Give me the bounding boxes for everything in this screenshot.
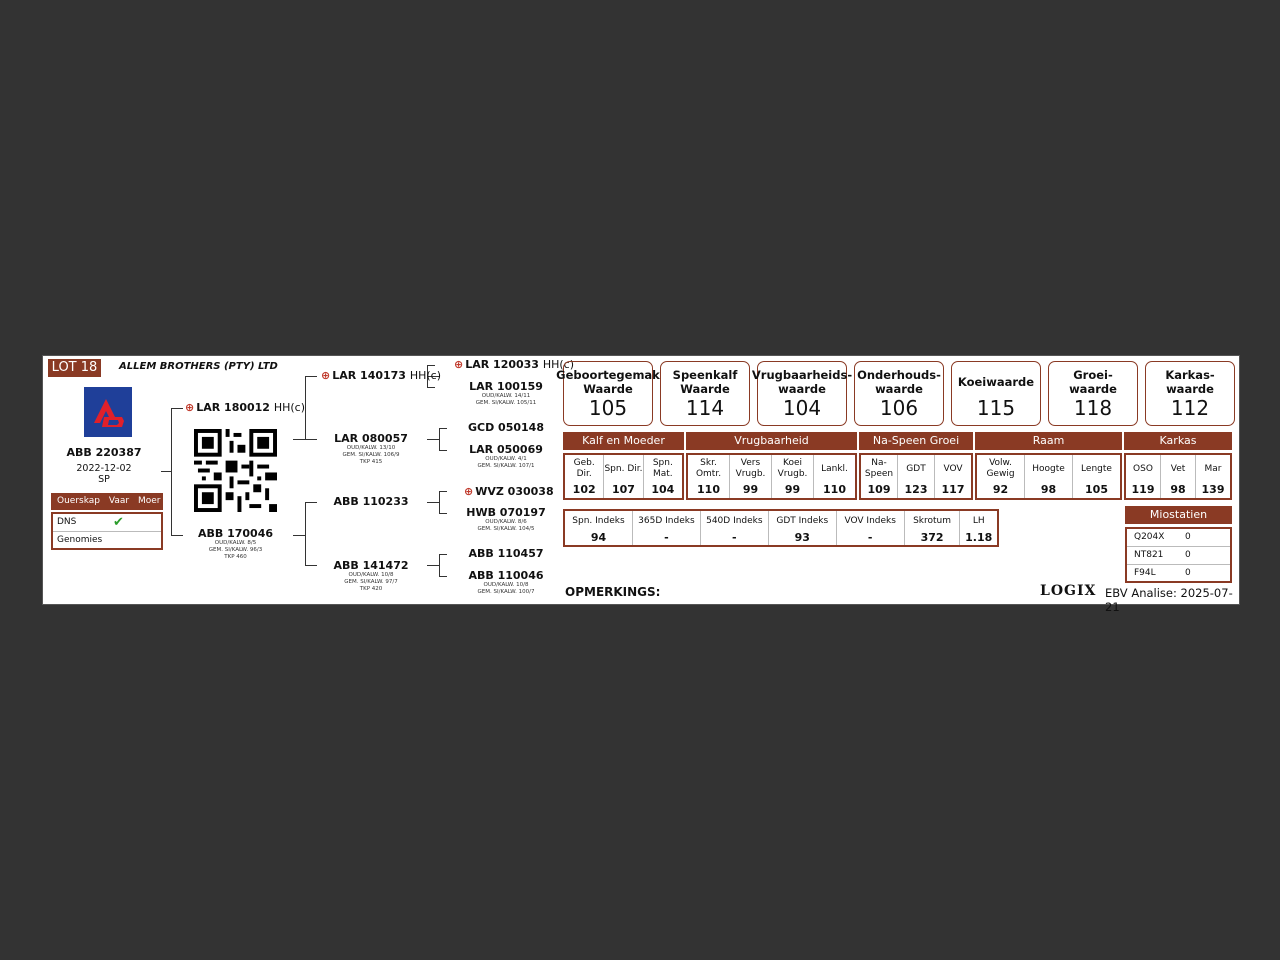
value-label: Vrugbaarheids-	[751, 368, 853, 382]
group-table	[686, 453, 857, 500]
sdd-id: LAR 050069	[469, 443, 543, 456]
ownership-header-label: Ouerskap	[57, 496, 100, 506]
trait-value: 107	[612, 483, 635, 496]
pedigree-dam	[193, 527, 278, 561]
value-label: Waarde	[583, 382, 633, 396]
myostatin-header: Miostatien	[1125, 506, 1232, 524]
ddd-id: ABB 110046	[468, 569, 544, 582]
myostatin-value: 0	[1185, 568, 1191, 578]
index-value: 372	[920, 531, 944, 544]
dd-tkp: TKP 420	[359, 586, 383, 592]
trait-label: Lengte	[1081, 463, 1112, 474]
value-label: Karkas-	[1165, 368, 1215, 382]
value-number: 105	[588, 396, 628, 420]
sss-id: LAR 120033	[465, 358, 539, 371]
index-value: 94	[590, 531, 607, 544]
myostatin-value: 0	[1185, 532, 1191, 542]
dam-tkp: TKP 460	[224, 554, 247, 560]
ai-sire-icon: ⊕	[464, 485, 474, 498]
group-header: Na-Speen Groei	[859, 432, 973, 450]
trait-value: 119	[1131, 483, 1155, 496]
trait-label: Vet	[1170, 463, 1186, 474]
value-box	[1145, 361, 1235, 426]
pedigree-ss	[321, 369, 441, 382]
dam-gem: GEM. SI/KALW. 96/3	[208, 547, 263, 553]
index-label: Spn. Indeks	[572, 515, 625, 526]
pedigree-ddd	[461, 569, 551, 596]
trait-value: 117	[941, 483, 965, 496]
ssd-id: LAR 100159	[469, 380, 543, 393]
index-label: 365D Indeks	[638, 515, 695, 526]
value-box	[556, 361, 660, 426]
value-number: 114	[685, 396, 725, 420]
ss-id: LAR 140173	[332, 369, 406, 382]
pedigree-sds	[461, 421, 551, 434]
dd-gem: GEM. SI/KALW. 97/7	[344, 579, 398, 585]
dsd-id: HWB 070197	[466, 506, 546, 519]
value-number: 112	[1170, 396, 1210, 420]
trait-value: 98	[1040, 483, 1057, 496]
ssd-gem: GEM. SI/KALW. 105/11	[475, 400, 537, 406]
myostatin-row	[1127, 529, 1230, 547]
index-value: -	[867, 531, 873, 544]
trait-value: 99	[784, 483, 801, 496]
value-label: waarde	[1166, 382, 1214, 396]
trait-value: 102	[572, 483, 596, 496]
animal-date: 2022-12-02	[76, 463, 132, 474]
trait-label: Geb. Dir.	[573, 458, 595, 479]
value-number: 106	[879, 396, 919, 420]
pedigree-sd	[327, 432, 415, 466]
dd-oud: OUD/KALW. 10/8	[348, 572, 394, 578]
value-box	[951, 361, 1041, 426]
value-label: Speenkalf	[672, 368, 738, 382]
value-box	[660, 361, 750, 426]
myostatin-gene: Q204X	[1134, 532, 1165, 542]
index-label: VOV Indeks	[844, 515, 896, 526]
myostatin-gene: F94L	[1134, 568, 1156, 578]
qr-code-icon	[194, 429, 277, 512]
index-label: GDT Indeks	[776, 515, 829, 526]
trait-value: 104	[651, 483, 675, 496]
ai-sire-icon: ⊕	[321, 369, 331, 382]
ownership-row	[53, 514, 161, 532]
myostatin-table	[1125, 527, 1232, 583]
sire-id: LAR 180012	[196, 401, 270, 414]
pedigree-ds	[327, 495, 415, 508]
value-box	[751, 361, 853, 426]
group-header: Vrugbaarheid	[686, 432, 857, 450]
index-value: -	[664, 531, 669, 544]
group-table	[859, 453, 973, 500]
trait-label: Mar	[1204, 463, 1222, 474]
group-header: Raam	[975, 432, 1122, 450]
animal-id: ABB 220387	[66, 446, 142, 459]
sdd-gem: GEM. SI/KALW. 107/1	[477, 463, 535, 469]
dss-id: WVZ 030038	[475, 485, 554, 498]
index-value: 93	[794, 531, 810, 544]
value-box	[1048, 361, 1138, 426]
lot-card	[42, 355, 1240, 614]
sds-id: GCD 050148	[468, 421, 544, 434]
breeder-logo	[84, 387, 132, 437]
trait-label: Koei Vrugb.	[777, 458, 808, 479]
value-label: waarde	[875, 382, 923, 396]
index-value: 1.18	[965, 531, 993, 544]
value-label: Geboortegemak	[556, 368, 660, 382]
owner-name: ALLEM BROTHERS (PTY) LTD	[119, 361, 278, 372]
ownership-table	[51, 512, 163, 550]
index-label: Skrotum	[913, 515, 952, 526]
sss-suffix: HH(c)	[542, 358, 574, 371]
value-label: Koeiwaarde	[957, 375, 1035, 389]
ownership-row	[53, 532, 161, 549]
trait-value: 110	[823, 483, 846, 496]
pedigree-dd	[327, 559, 415, 593]
myostatin-gene: NT821	[1134, 550, 1164, 560]
dsd-oud: OUD/KALW. 8/6	[485, 519, 527, 525]
ab-logo-icon	[84, 387, 132, 437]
ownership-header-sire: Vaar	[108, 496, 130, 506]
trait-value: 123	[904, 483, 928, 496]
pedigree-sdd	[461, 443, 551, 470]
trait-label: Lankl.	[821, 463, 848, 474]
group-table	[1124, 453, 1232, 500]
ownership-row-label: DNS	[57, 517, 77, 527]
ds-id: ABB 110233	[333, 495, 409, 508]
sd-id: LAR 080057	[334, 432, 408, 445]
trait-value: 110	[697, 483, 720, 496]
ownership-header-dam: Moer	[137, 496, 161, 506]
trait-label: Skr. Omtr.	[695, 458, 722, 479]
value-number: 118	[1073, 396, 1113, 420]
pedigree-ssd	[461, 380, 551, 407]
ownership-header	[51, 493, 163, 510]
animal-code: SP	[98, 474, 110, 485]
value-label: Groei-	[1073, 368, 1113, 382]
trait-label: Hoogte	[1032, 463, 1065, 474]
pedigree-dss	[464, 485, 554, 498]
value-label: Onderhouds-	[857, 368, 941, 382]
value-number: 115	[976, 396, 1016, 420]
lot-badge: LOT 18	[48, 359, 101, 377]
trait-label: GDT	[906, 463, 926, 474]
trait-label: Vers Vrugb.	[735, 458, 766, 479]
pedigree-dds	[461, 547, 551, 560]
trait-value: 99	[742, 483, 759, 496]
dam-id: ABB 170046	[197, 527, 274, 540]
sd-oud: OUD/KALW. 13/10	[346, 445, 396, 451]
value-number: 104	[782, 396, 822, 420]
check-icon: ✔	[113, 515, 124, 530]
trait-label: Na- Speen	[864, 458, 894, 479]
myostatin-row	[1127, 565, 1230, 582]
sd-tkp: TKP 415	[359, 459, 383, 465]
value-label: waarde	[778, 382, 826, 396]
trait-value: 98	[1170, 483, 1186, 496]
value-label: waarde	[1069, 382, 1117, 396]
value-box	[854, 361, 944, 426]
group-header: Karkas	[1124, 432, 1232, 450]
ddd-gem: GEM. SI/KALW. 100/7	[477, 589, 535, 595]
trait-label: VOV	[943, 463, 963, 474]
sd-gem: GEM. SI/KALW. 106/9	[342, 452, 400, 458]
index-label: LH	[972, 515, 985, 526]
remarks-label: OPMERKINGS:	[565, 585, 661, 599]
trait-value: 109	[867, 483, 891, 496]
dam-oud: OUD/KALW. 8/5	[214, 540, 257, 546]
qr-code	[194, 429, 277, 512]
dds-id: ABB 110457	[468, 547, 544, 560]
trait-value: 139	[1201, 483, 1225, 496]
sire-suffix: HH(c)	[273, 401, 305, 414]
ssd-oud: OUD/KALW. 14/11	[481, 393, 531, 399]
myostatin-row	[1127, 547, 1230, 565]
sdd-oud: OUD/KALW. 4/1	[485, 456, 527, 462]
ss-suffix: HH(c)	[409, 369, 441, 382]
dd-id: ABB 141472	[333, 559, 409, 572]
trait-label: Spn. Mat.	[652, 458, 673, 479]
index-table	[563, 509, 999, 547]
ownership-row-label: Genomies	[57, 535, 103, 545]
ai-sire-icon: ⊕	[185, 401, 195, 414]
trait-value: 92	[992, 483, 1009, 496]
index-value: -	[732, 531, 737, 544]
dsd-gem: GEM. SI/KALW. 104/5	[477, 526, 535, 532]
trait-label: Volw. Gewig	[986, 458, 1015, 479]
group-table	[975, 453, 1122, 500]
index-label: 540D Indeks	[706, 515, 763, 526]
value-label: Waarde	[680, 382, 730, 396]
myostatin-value: 0	[1185, 550, 1191, 560]
ai-sire-icon: ⊕	[454, 358, 464, 371]
group-header: Kalf en Moeder	[563, 432, 684, 450]
pedigree-dsd	[461, 506, 551, 533]
ddd-oud: OUD/KALW. 10/8	[483, 582, 529, 588]
pedigree-sire	[185, 401, 305, 414]
ebv-date: EBV Analise: 2025-07-21	[1105, 586, 1233, 614]
trait-value: 105	[1085, 483, 1108, 496]
trait-label: OSO	[1133, 463, 1153, 474]
brand-logo: LOGIX	[1040, 583, 1097, 599]
trait-label: Spn. Dir.	[604, 463, 643, 474]
group-table	[563, 453, 684, 500]
